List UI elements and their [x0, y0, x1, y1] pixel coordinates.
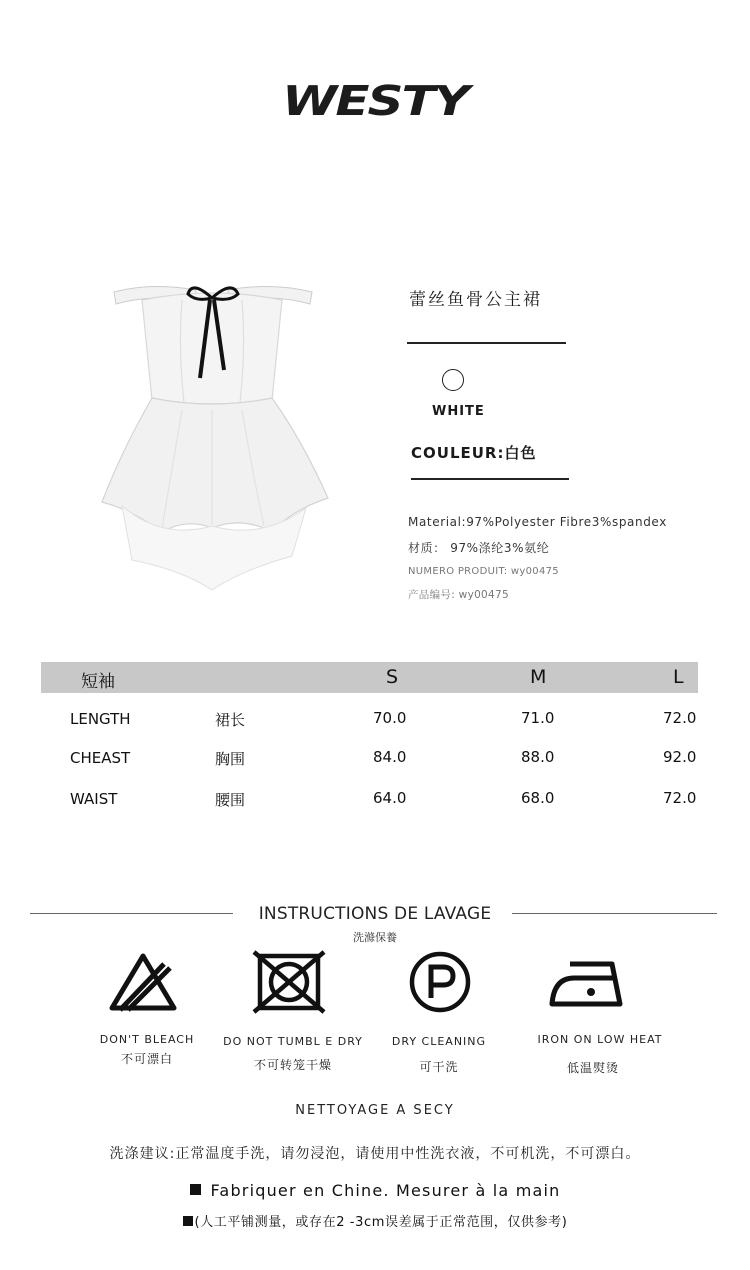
- brand-logo-text: WESTY: [282, 77, 468, 125]
- color-swatch-label: WHITE: [432, 404, 485, 419]
- row-chest-m: 88.0: [521, 748, 555, 766]
- wash-subtitle: 洗滌保養: [353, 931, 397, 944]
- bullet-square-icon: [183, 1216, 193, 1226]
- size-l-header: L: [673, 666, 684, 688]
- row-waist-s: 64.0: [373, 789, 407, 807]
- numero-fr: NUMERO PRODUIT: wy00475: [408, 566, 559, 577]
- measurement-note-text: (人工平铺测量，或存在2 -3cm误差属于正常范围，仅供参考): [194, 1215, 568, 1230]
- couleur-label: COULEUR:白色: [411, 444, 537, 462]
- wash-advice: 洗涤建议:正常温度手洗，请勿浸泡，请使用中性洗衣液，不可机洗，不可漂白。: [109, 1146, 641, 1162]
- material-cn: 材质： 97%涤纶3%氨纶: [408, 541, 550, 555]
- dry-clean-label: DRY CLEANING: [391, 1035, 487, 1048]
- brand-logo: [0, 72, 750, 130]
- bullet-square-icon: [190, 1184, 201, 1195]
- fabrique-text: Fabriquer en Chine. Mesurer à la main: [210, 1181, 561, 1200]
- material-fr: Material:97%Polyester Fibre3%spandex: [408, 515, 667, 529]
- size-m-header: M: [530, 666, 547, 688]
- numero-cn: 产品编号: wy00475: [408, 589, 509, 601]
- row-waist-cn: 腰围: [215, 791, 246, 809]
- no-tumble-dry-label-cn: 不可转笼干燥: [253, 1058, 332, 1072]
- no-bleach-icon: [106, 950, 180, 1014]
- no-bleach-label: DON'T BLEACH: [99, 1033, 195, 1046]
- no-tumble-dry-icon: [252, 950, 326, 1014]
- wash-title: [0, 904, 750, 924]
- fabrique-line: [0, 1181, 750, 1200]
- dress-image: [92, 270, 332, 610]
- dry-clean-p-icon: [403, 950, 477, 1014]
- iron-low-heat-icon: [548, 952, 634, 1016]
- row-length-cn: 裙长: [215, 711, 246, 729]
- dry-clean-label-cn: 可干洗: [419, 1060, 459, 1074]
- no-bleach-label-cn: 不可漂白: [120, 1052, 173, 1066]
- divider-color: [411, 478, 569, 480]
- row-length-s: 70.0: [373, 709, 407, 727]
- row-length-en: LENGTH: [70, 710, 131, 728]
- row-chest-cn: 胸围: [215, 750, 246, 768]
- row-chest-s: 84.0: [373, 748, 407, 766]
- iron-label-cn: 低温熨烫: [566, 1061, 619, 1075]
- product-name: 蕾丝鱼骨公主裙: [409, 290, 542, 310]
- row-chest-l: 92.0: [663, 748, 697, 766]
- wash-title-text: INSTRUCTIONS DE LAVAGE: [239, 904, 512, 924]
- measurement-note: [0, 1211, 750, 1230]
- no-tumble-dry-label: DO NOT TUMBL E DRY: [223, 1035, 363, 1048]
- size-s-header: S: [386, 666, 399, 688]
- row-length-l: 72.0: [663, 709, 697, 727]
- row-waist-m: 68.0: [521, 789, 555, 807]
- color-swatch-icon: [442, 369, 464, 391]
- size-table-header: [41, 662, 698, 693]
- nettoyage-text: NETTOYAGE A SECY: [295, 1103, 455, 1118]
- size-table-label: 短袖: [81, 672, 115, 692]
- row-chest-en: CHEAST: [70, 749, 131, 767]
- iron-label: IRON ON LOW HEAT: [537, 1033, 663, 1046]
- divider-name: [407, 342, 566, 344]
- row-waist-en: WAIST: [70, 790, 118, 808]
- row-length-m: 71.0: [521, 709, 555, 727]
- row-waist-l: 72.0: [663, 789, 697, 807]
